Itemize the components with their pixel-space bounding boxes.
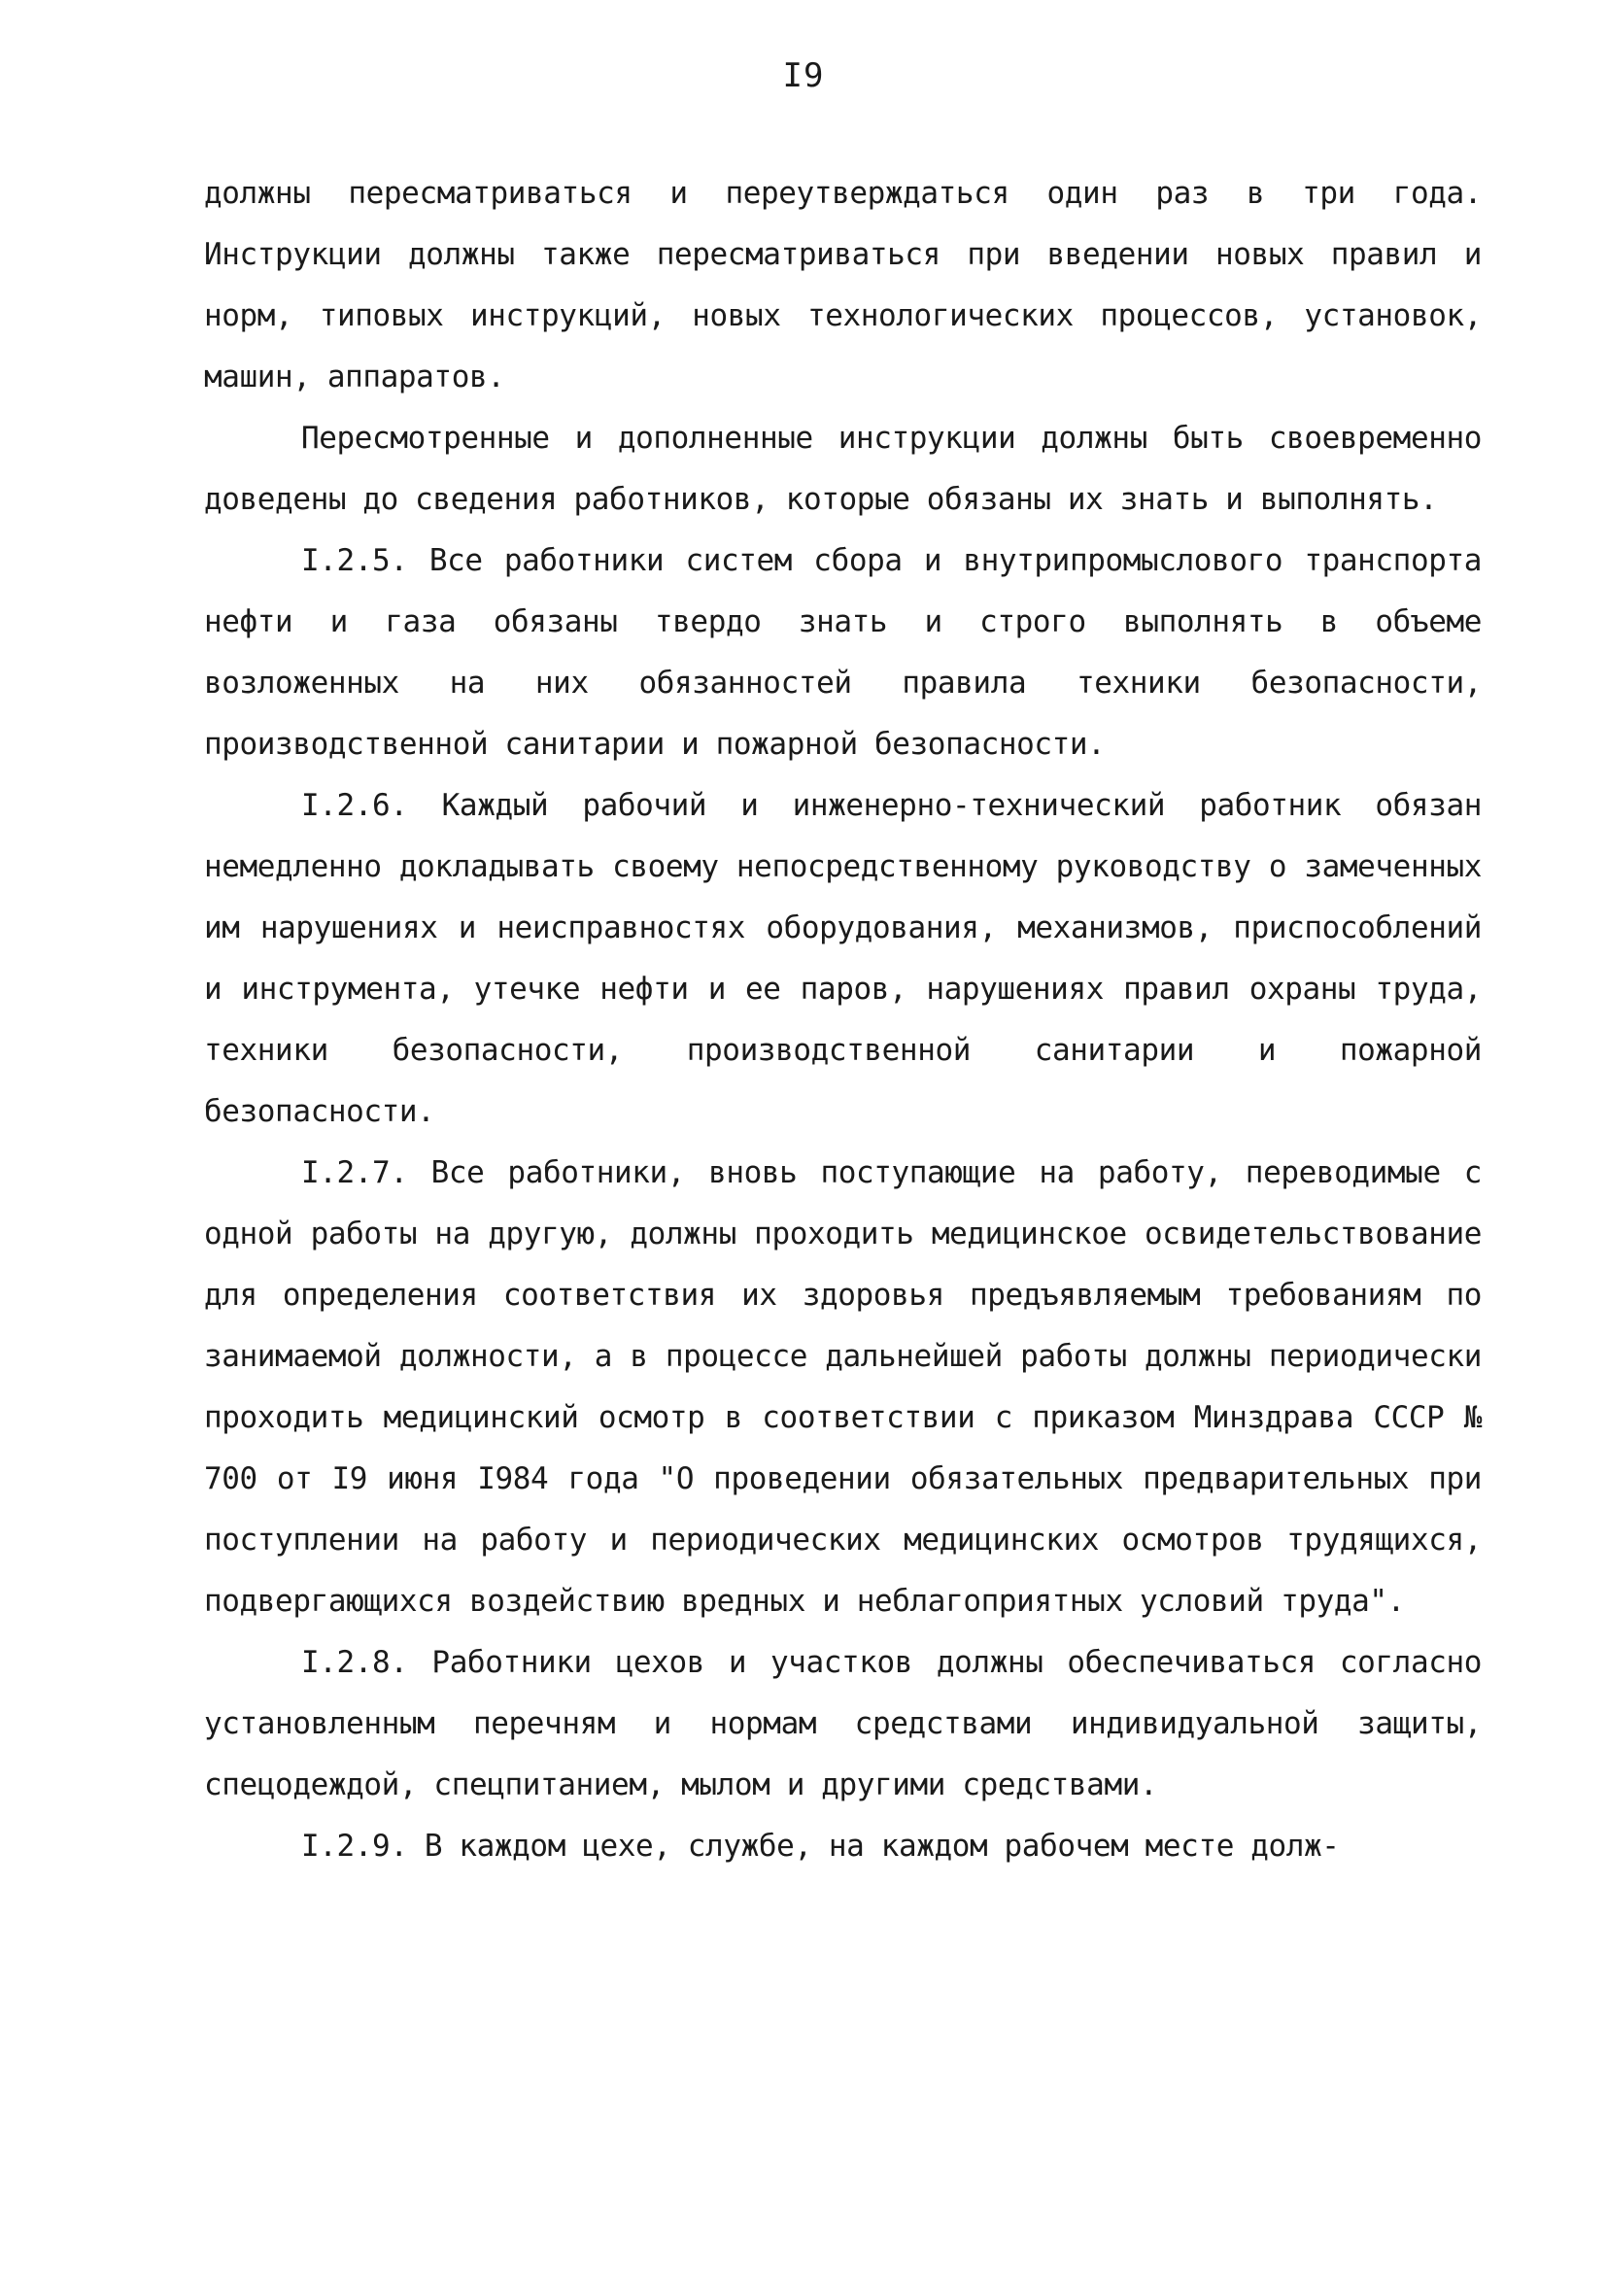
paragraph-clause-1-2-6: I.2.6. Каждый рабочий и инженерно-технический работник обязан немедленно докладывать своему непосредственному руководству о замеченных им нарушениях и неисправностях оборудования, механизмов, приспособлений и инструмента, утечке нефти и ее паров, нарушениях правил охраны труда, техники безопасности, производственной санитарии и пожарной безопасности.: [204, 788, 1482, 1129]
paragraph-clause-1-2-9: I.2.9. В каждом цехе, службе, на каждом рабочем месте долж-: [301, 1829, 1340, 1864]
document-body: [204, 163, 1482, 1877]
paragraph-clause-1-2-7: I.2.7. Все работники, вновь поступающие на работу, переводимые с одной работы на другую, должны проходить медицинское освидетельствование для определения соответствия их здоровья предъявляемым требованиям по занимаемой должности, а в процессе дальнейшей работы должны периодически проходить медицинский осмотр в соответствии с приказом Минздрава СССР № 700 от I9 июня I984 года "О проведении обязательных предварительных при поступлении на работу и периодических медицинских осмотров трудящихся, подвергающихся воздействию вредных и неблагоприятных условий труда".: [204, 1155, 1482, 1619]
page-number: I9: [782, 56, 825, 95]
paragraph-revised-instructions: Пересмотренные и дополненные инструкции должны быть своевременно доведены до сведения работников, которые обязаны их знать и выполнять.: [204, 421, 1482, 517]
paragraph-clause-1-2-5: I.2.5. Все работники систем сбора и внутрипромыслового транспорта нефти и газа обязаны твердо знать и строго выполнять в объеме возложенных на них обязанностей правила техники безопасности, производственной санитарии и пожарной безопасности.: [204, 543, 1482, 762]
paragraph-clause-1-2-8: I.2.8. Работники цехов и участков должны обеспечиваться согласно установленным перечням и нормам средствами индивидуальной защиты, спецодеждой, спецпитанием, мылом и другими средствами.: [204, 1645, 1482, 1802]
paragraph-continuation: должны пересматриваться и переутверждаться один раз в три года. Инструкции должны также пересматриваться при введении новых правил и норм, типовых инструкций, новых технологических процессов, установок, машин, аппаратов.: [204, 176, 1482, 394]
